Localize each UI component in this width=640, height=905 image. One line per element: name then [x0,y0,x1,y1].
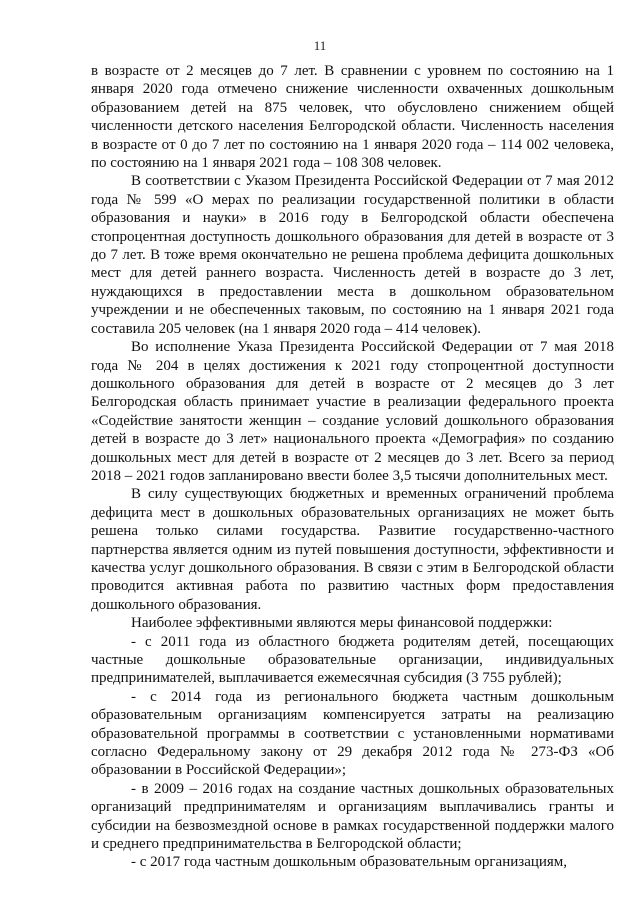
list-item-grants-2009-2016: - в 2009 – 2016 годах на создание частных дошкольных образовательных организаций предпринимателям и организациям выплачивались гранты и субсидии на безвозмездной основе в рамках государственной поддержки малого и среднего предпринимательства в Белгородской области; [91,780,614,853]
page-number: 11 [313,38,327,53]
paragraph-support-measures-intro: Наиболее эффективными являются меры финансовой поддержки: [131,615,553,632]
list-item-subsidy-2011: - с 2011 года из областного бюджета родителям детей, посещающих частные дошкольные образовательные организации, индивидуальных предпринимателей, выплачивается ежемесячная субсидия (3 755 рублей); [91,633,614,687]
list-item-support-2017: - с 2017 года частным дошкольным образовательным организациям, [131,854,568,871]
list-item-compensation-2014: - с 2014 года из регионального бюджета частным дошкольным образовательным организациям компенсируется затраты на реализацию образовательной программы в соответствии с установленными нормативами согласно Федеральному закону от 29 декабря 2012 года № 273-ФЗ «Об образовании в Российской Федерации»; [91,688,614,779]
document-body [91,62,614,872]
paragraph-decree-599: В соответствии с Указом Президента Российской Федерации от 7 мая 2012 года № 599 «О мерах по реализации государственной политики в области образования и науки» в 2016 году в Белгородской области обеспечена стопроцентная доступность дошкольного образования для детей в возрасте от 3 до 7 лет. В тоже время окончательно не решена проблема дефицита дошкольных мест для детей раннего возраста. Численность детей в возрасте до 3 лет, нуждающихся в предоставлении места в дошкольном образовательном учреждении и не обеспеченных таковым, по состоянию на 1 января 2021 года составила 205 человек (на 1 января 2020 года – 414 человек). [91,173,614,337]
paragraph-decree-204: Во исполнение Указа Президента Российской Федерации от 7 мая 2018 года № 204 в целях достижения к 2021 году стопроцентной доступности дошкольного образования для детей в возрасте от 2 месяцев до 3 лет Белгородская область принимает участие в реализации федерального проекта «Содействие занятости женщин – создание условий дошкольного образования детей в возрасте до 3 лет» национального проекта «Демография» по созданию дошкольных мест для детей в возрасте от 2 месяцев до 3 лет. Всего за период 2018 – 2021 годов запланировано ввести более 3,5 тысячи дополнительных мест. [91,339,614,484]
paragraph-budget-constraints: В силу существующих бюджетных и временных ограничений проблема дефицита мест в дошкольных образовательных организациях не может быть решена только силами государства. Развитие государственно-частного партнерства является одним из путей повышения доступности, эффективности и качества услуг дошкольного образования. В связи с этим в Белгородской области проводится активная работа по развитию частных форм предоставления дошкольного образования. [91,486,614,613]
paragraph-continuation: в возрасте от 2 месяцев до 7 лет. В сравнении с уровнем по состоянию на 1 января 2020 года отмечено снижение численности охваченных дошкольным образованием детей на 875 человек, что обусловлено снижением общей численности детского населения Белгородской области. Численность населения в возрасте от 0 до 7 лет по состоянию на 1 января 2020 года – 114 002 человека, по состоянию на 1 января 2021 года – 108 308 человек. [91,63,614,172]
